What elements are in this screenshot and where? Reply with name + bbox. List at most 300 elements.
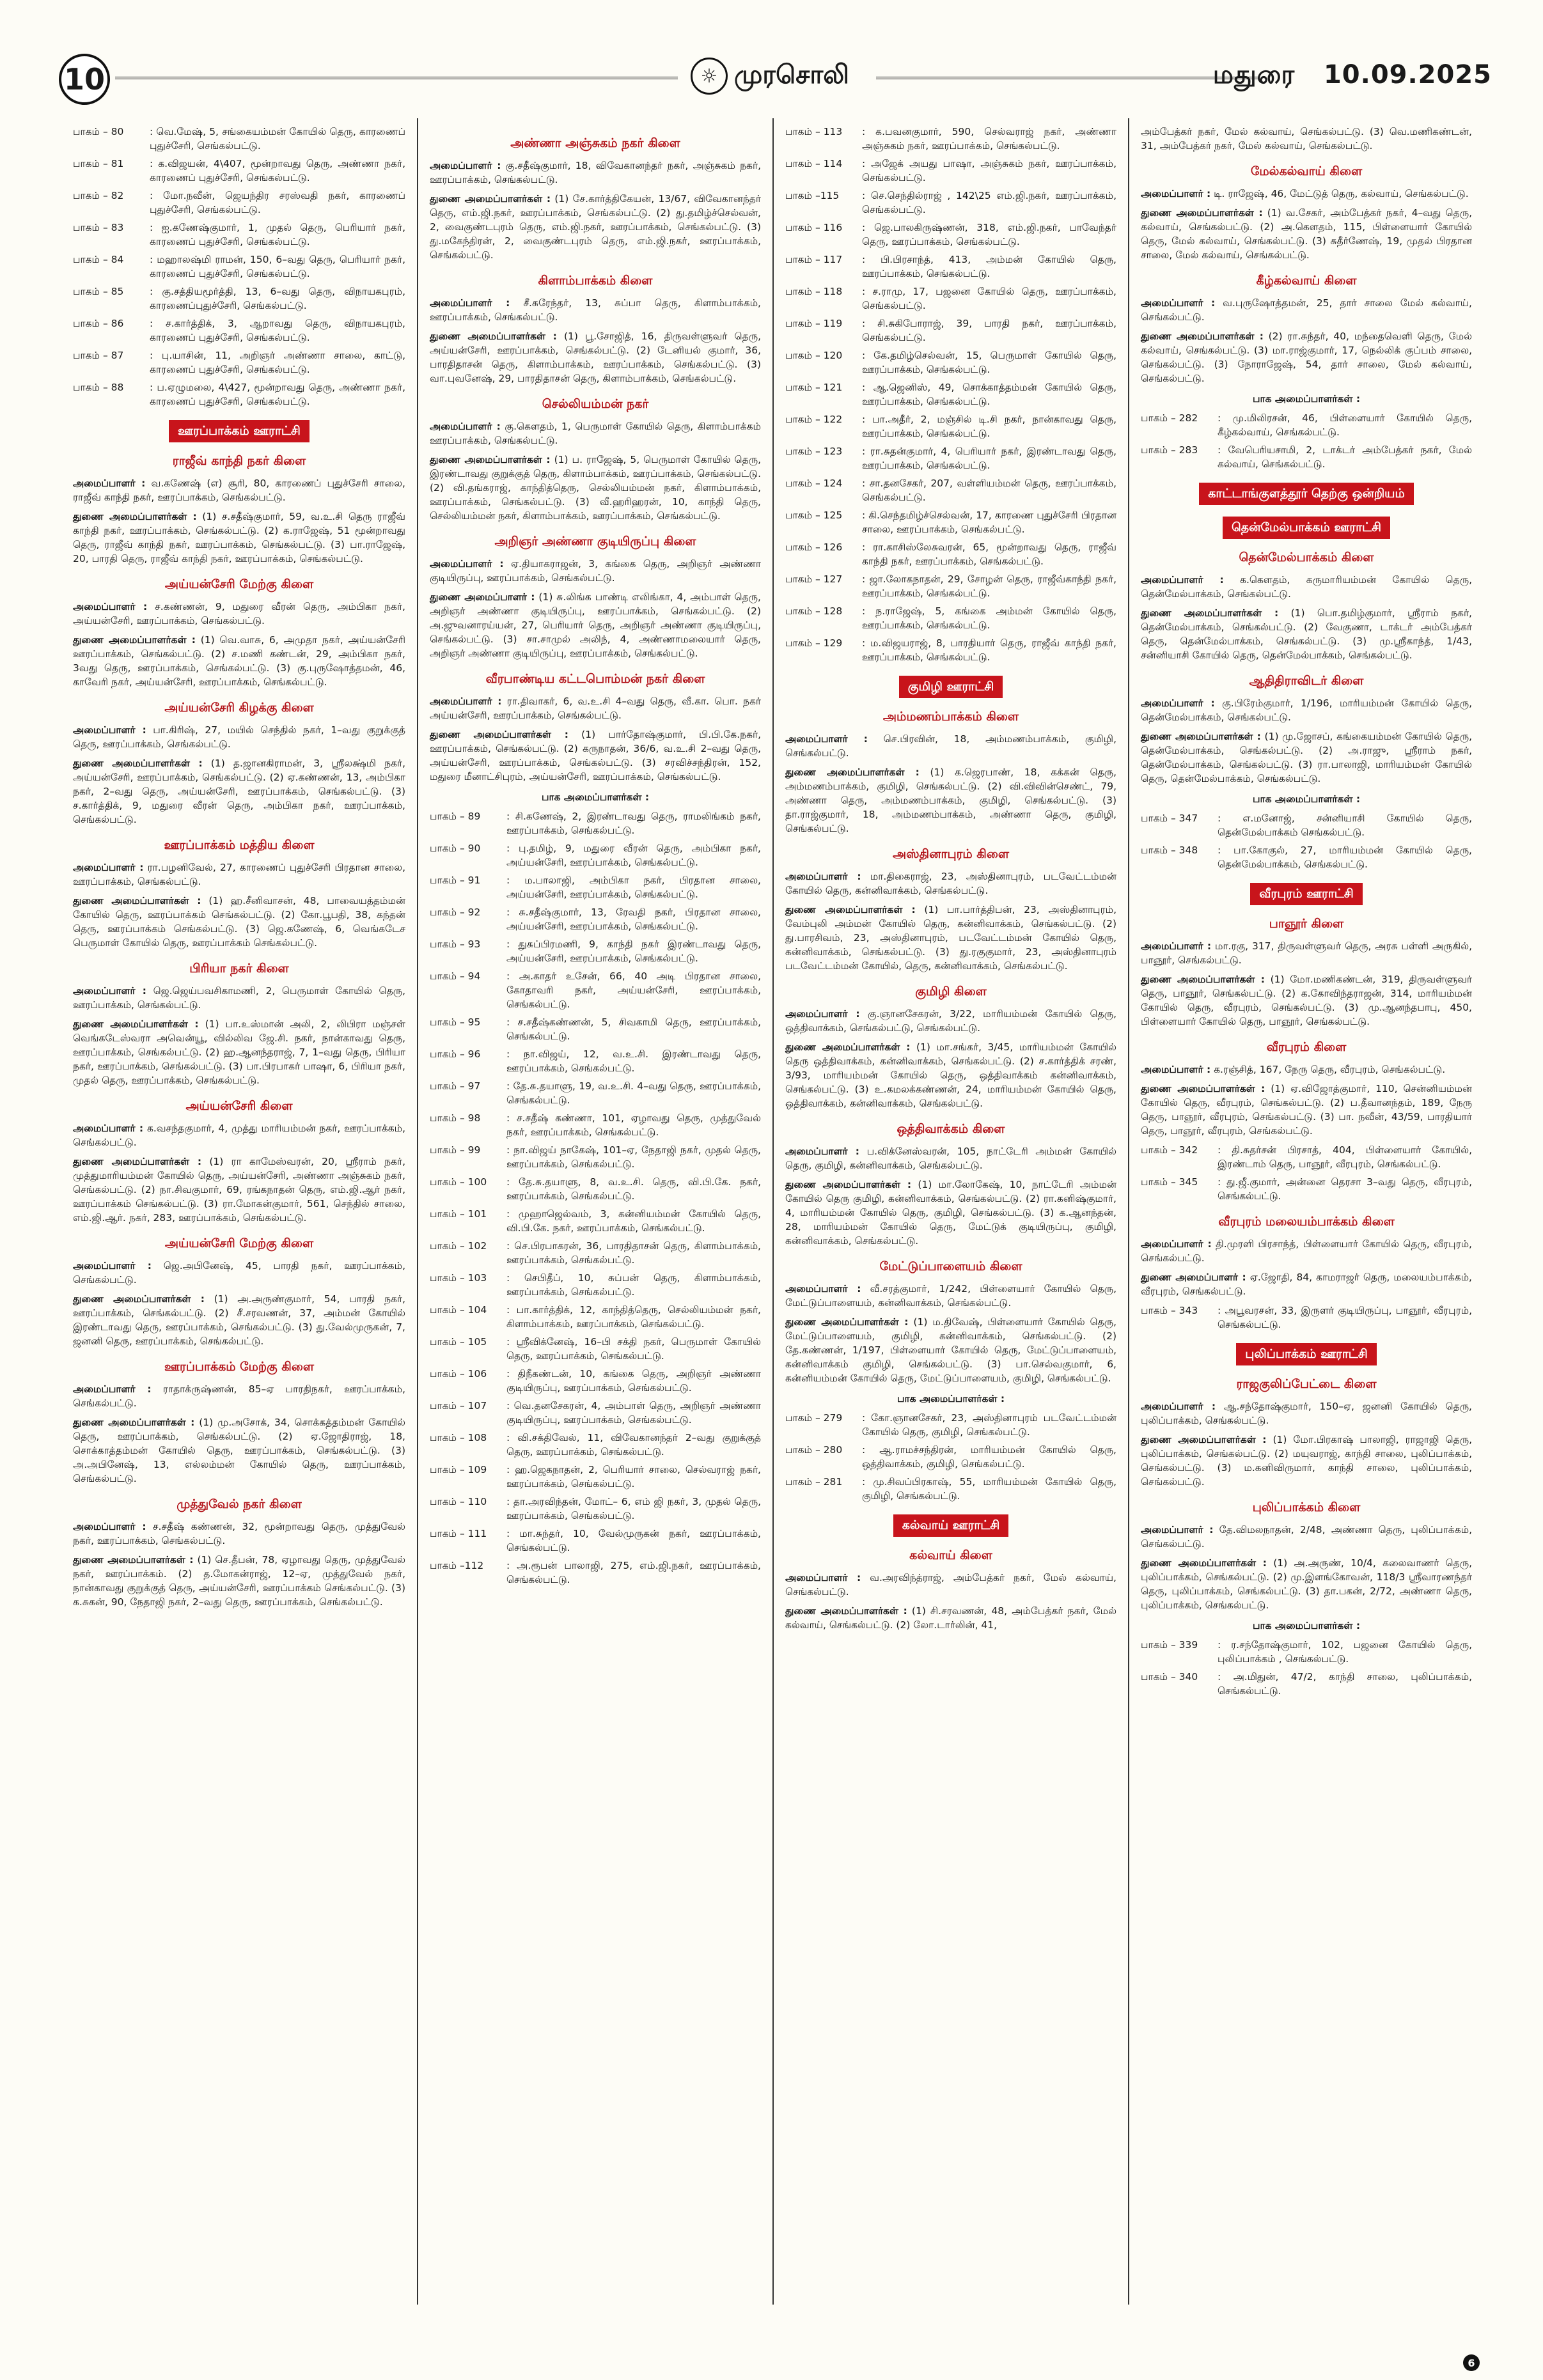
role-paragraph xyxy=(73,984,405,1012)
role-detail: (1) மு.ஜோசப், கங்கையம்மன் கோயில் தெரு, தென்மேல்பாக்கம், செங்கல்பட்டு. (2) அ.ராஜு, ஸ்ரீராம் நகர், தென்மேல்பாக்கம், செங்கல்பட்டு. (3) ரா.பாலாஜி, மாரியம்மன் கோயில் தெரு, தென்மேல்பாக்கம், செங்கல்பட்டு. xyxy=(1141,730,1473,784)
booth-detail: : ஆ.ஜெனிஸ், 49, சொக்காத்தம்மன் கோயில் தெரு, ஊரப்பாக்கம், செங்கல்பட்டு. xyxy=(862,382,1116,407)
section-banner xyxy=(73,420,405,442)
booth-label: பாகம் – 118 xyxy=(785,286,843,297)
role-label: அமைப்பாளர் : xyxy=(785,733,868,745)
booth-label: பாகம் – 343 xyxy=(1141,1304,1198,1316)
booth-entry xyxy=(73,157,405,185)
role-label: துணை அமைப்பாளர்கள் : xyxy=(73,1155,202,1167)
booth-entry xyxy=(785,636,1116,664)
section-banner xyxy=(785,676,1116,698)
booth-entry xyxy=(430,873,761,901)
booth-entry xyxy=(430,1271,761,1299)
branch-heading: அய்யன்சேரி கிளை xyxy=(185,1098,293,1113)
booth-label: பாகம் – 121 xyxy=(785,382,843,393)
booth-detail: : பி.பிரசாந்த், 413, அம்மன் கோயில் தெரு, ஊரப்பாக்கம், செங்கல்பட்டு. xyxy=(862,254,1116,279)
booth-label: பாகம் – 283 xyxy=(1141,444,1198,456)
role-detail: கு.பிரேம்குமார், 1/196, மாரியம்மன் கோயில் தெரு, தென்மேல்பாக்கம், செங்கல்பட்டு. xyxy=(1141,697,1472,723)
role-detail: க.வசந்தகுமார், 4, முத்து மாரியம்மன் நகர், ஊரப்பாக்கம், செங்கல்பட்டு. xyxy=(73,1122,406,1148)
booth-detail: : சி.கணேஷ், 2, இரண்டாவது தெரு, ராமலிங்கம் நகர், ஊரப்பாக்கம், செங்கல்பட்டு. xyxy=(506,810,761,836)
booth-label: பாகம் – 128 xyxy=(785,605,843,617)
booth-detail: : ச.சதீஷ்கண்ணன், 5, சிவகாமி தெரு, ஊரப்பாக்கம், செங்கல்பட்டு. xyxy=(506,1016,761,1042)
role-paragraph xyxy=(73,509,405,566)
section-banner-label: புலிப்பாக்கம் ஊராட்சி xyxy=(1236,1343,1377,1365)
branch-heading: ராஜகுலிப்பேட்டை கிளை xyxy=(1236,1376,1377,1391)
role-paragraph xyxy=(73,1553,405,1609)
role-paragraph xyxy=(1141,729,1472,786)
booth-label: பாகம் – 92 xyxy=(430,906,481,918)
booth-detail: : பா.கோகுல், 27, மாரியம்மன் கோயில் தெரு, தென்மேல்பாக்கம், செங்கல்பட்டு. xyxy=(1218,844,1472,870)
booth-label: பாகம் – 96 xyxy=(430,1048,481,1060)
role-detail: (1) மோ.பிரகாஷ் பாலாஜி, ராஜாஜி தெரு, புலிப்பாக்கம், செங்கல்பட்டு. (2) மயுவராஜ், காந்தி சாலை, புலிப்பாக்கம், செங்கல்பட்டு. (3) ம.கனிவிருமார், காந்தி சாலை, புலிப்பாக்கம், செங்கல்பட்டு. xyxy=(1141,1433,1472,1488)
role-detail: (1) மா.சங்கர், 3/45, மாரியம்மன் கோயில் தெரு ஒத்திவாக்கம், கன்னிவாக்கம், செங்கல்பட்டு. (2) ச.கார்த்திக் சரண், 3/93, மாரியம்மன் கோயில் தெரு, ஒத்திவாக்கம் கன்னிவாக்கம், செங்கல்பட்டு. (3) உ.கமலக்கண்ணன், 24, மாரியம்மன் கோயில் தெரு, ஒத்திவாக்கம், கன்னிவாக்கம், செங்கல்பட்டு. xyxy=(785,1041,1116,1109)
branch-heading: மேல்கல்வாய் கிளை xyxy=(1250,164,1363,178)
booth-label: பாகம் – 111 xyxy=(430,1527,487,1539)
role-label: துணை அமைப்பாளர்கள் : xyxy=(73,510,197,522)
role-label: அமைப்பாளர் : xyxy=(1141,297,1216,309)
booth-entry xyxy=(785,157,1116,185)
subheading: பாக அமைப்பாளர்கள் : xyxy=(541,791,650,803)
branch-heading: அய்யன்சேரி மேற்கு கிளை xyxy=(164,1236,314,1250)
role-paragraph xyxy=(1141,1399,1472,1427)
booth-label: பாகம் – 127 xyxy=(785,573,843,585)
role-detail: ஏ.ஜோதி, 84, காமராஜர் தெரு, மலையம்பாக்கம், வீரபுரம், செங்கல்பட்டு. xyxy=(1141,1271,1472,1297)
booth-detail: : வேபெரியசாமி, 2, டாக்டர் அம்பேத்கர் நகர், மேல் கல்வாய், செங்கல்பட்டு. xyxy=(1218,444,1472,470)
booth-entry xyxy=(785,412,1116,440)
branch-heading: புலிப்பாக்கம் கிளை xyxy=(1252,1500,1361,1514)
booth-entry xyxy=(430,905,761,933)
role-paragraph xyxy=(1141,125,1472,153)
role-paragraph xyxy=(1141,329,1472,385)
booth-label: பாகம் – 120 xyxy=(785,350,843,361)
booth-entry xyxy=(430,1559,761,1587)
role-label: துணை அமைப்பாளர்கள் : xyxy=(430,330,557,342)
role-detail: வீ.சரத்குமார், 1/242, பிள்ளையார் கோயில் தெரு, மேட்டுப்பாளையம், கன்னிவாக்கம், செங்கல்பட்டு. xyxy=(785,1282,1116,1309)
role-detail: மா.ரகு, 317, திருவள்ளுவர் தெரு, அரசு பள்ளி அருகில், பாஞூர், செங்கல்பட்டு. xyxy=(1141,940,1473,966)
booth-entry xyxy=(785,348,1116,377)
role-label: அமைப்பாளர் : xyxy=(785,1282,861,1295)
role-label: அமைப்பாளர் : xyxy=(73,477,146,489)
booth-entry xyxy=(785,572,1116,600)
booth-label: பாகம் – 345 xyxy=(1141,1176,1198,1188)
booth-entry xyxy=(430,1335,761,1363)
branch-heading: ஊரப்பாக்கம் மேற்கு கிளை xyxy=(164,1359,314,1374)
role-label: அமைப்பாளர் : xyxy=(73,861,144,873)
booth-detail: : மஹாலஷ்மி ராமன், 150, 6–வது தெரு, பெரியார் நகர், காரணைப் புதுச்சேரி, செங்கல்பட்டு. xyxy=(150,254,405,279)
role-label: துணை அமைப்பாளர்கள் : xyxy=(430,728,568,740)
role-paragraph xyxy=(73,723,405,751)
booth-detail: : அ.காதர் உசேன், 66, 40 அடி பிரதான சாலை, கோதாவரி நகர், அய்யன்சேரி, ஊரப்பாக்கம், செங்கல்பட்டு. xyxy=(506,970,761,1010)
role-label: துணை அமைப்பாளர்கள் : xyxy=(73,1018,199,1030)
role-detail: (1) மு.அசோக், 34, சொக்கத்தம்மன் கோயில் தெரு, ஊரப்பாக்கம், செங்கல்பட்டு. (2) ஏ.ஜோதிராஜ், 18, சொக்காத்தம்மன் கோயில் தெரு, ஊரப்பாக்கம், செங்கல்பட்டு. (3) அ.அபினேஷ், 13, எல்லம்மன் கோயில் தெரு, ஊரப்பாக்கம், செங்கல்பட்டு. xyxy=(73,1416,405,1484)
role-paragraph xyxy=(73,1292,405,1348)
role-label: அமைப்பாளர் : xyxy=(430,695,502,707)
role-paragraph xyxy=(1141,972,1472,1029)
booth-detail: : திநீகண்டன், 10, கங்கை தெரு, அறிஞர் அண்ணா குடியிருப்பு, ஊரப்பாக்கம், செங்கல்பட்டு. xyxy=(506,1367,761,1394)
role-label: துணை அமைப்பாளர் : xyxy=(430,591,535,603)
booth-entry xyxy=(785,189,1116,217)
branch-heading: மேட்டுப்பாளையம் கிளை xyxy=(879,1259,1022,1273)
booth-label: பாகம் – 94 xyxy=(430,970,481,982)
booth-label: பாகம் – 103 xyxy=(430,1272,487,1284)
booth-entry xyxy=(430,1367,761,1395)
booth-entry xyxy=(785,221,1116,249)
branch-heading: தென்மேல்பாக்கம் கிளை xyxy=(1239,550,1374,564)
role-label: துணை அமைப்பாளர்கள் : xyxy=(1141,973,1265,985)
booth-entry xyxy=(785,444,1116,472)
role-paragraph xyxy=(73,1382,405,1410)
booth-detail: : அ.ரூபன் பாலாஜி, 275, எம்.ஜி.நகர், ஊரப்பாக்கம், செங்கல்பட்டு. xyxy=(506,1559,761,1585)
role-detail: தி.முரளி பிரசாந்த், பிள்ளையார் கோயில் தெரு, வீரபுரம், செங்கல்பட்டு. xyxy=(1141,1238,1472,1264)
role-paragraph xyxy=(785,1178,1116,1248)
role-detail: செ.பிரவின், 18, அம்மணம்பாக்கம், குமிழி, செங்கல்பட்டு. xyxy=(785,733,1116,759)
role-label: அமைப்பாளர் : xyxy=(73,1383,152,1395)
booth-entry xyxy=(73,380,405,408)
role-label: அமைப்பாளர் : xyxy=(785,1571,861,1583)
branch-heading: வீரபாண்டிய கட்டபொம்மன் நகர் கிளை xyxy=(485,671,705,686)
booth-label: பாகம் – 114 xyxy=(785,158,843,169)
role-detail: (1) ச.சதீஷ்குமார், 59, வ.உ.சி தெரு ராஜீவ் காந்தி நகர், ஊரப்பாக்கம், செங்கல்பட்டு. (2) க.ராஜேஷ், 51 மூன்றாவது தெரு, ராஜீவ் காந்தி நகர், ஊரப்பாக்கம், செங்கல்பட்டு. (3) பா.ராஜேஷ், 20, பாரதி தெரு, ராஜீவ் காந்தி நகர், ஊரப்பாக்கம், செங்கல்பட்டு. xyxy=(73,510,406,564)
role-label: துணை அமைப்பாளர் : xyxy=(1141,1271,1246,1283)
role-detail: (1) செ.தீபன், 78, ஏழாவது தெரு, முத்துவேல் நகர், ஊரப்பாக்கம். (2) த.மோகன்ராஜ், 12–ஏ, முத்துவேல் நகர், நான்காவது குறுக்குத் தெரு, அய்யன்சேரி, ஊரப்பாக்கம் செங்கல்பட்டு. (3) க.சுகன், 90, நேதாஜி நகர், 2–வது தெரு, ஊரப்பாக்கம், செங்கல்பட்டு. xyxy=(73,1553,405,1608)
booth-label: பாகம் – 117 xyxy=(785,254,843,265)
article-columns xyxy=(61,118,1484,2305)
booth-detail: : சா.தனசேகர், 207, வள்ளியம்மன் தெரு, ஊரப்பாக்கம், செங்கல்பட்டு. xyxy=(862,478,1116,503)
booth-label: பாகம் – 348 xyxy=(1141,844,1198,856)
booth-detail: : ஹ.ஜெகநாதன், 2, பெரியார் சாலை, செல்வராஜ் நகர், ஊரப்பாக்கம், செங்கல்பட்டு. xyxy=(506,1463,761,1489)
role-label: அமைப்பாளர் : xyxy=(1141,1063,1211,1075)
booth-entry xyxy=(73,253,405,281)
role-label: துணை அமைப்பாளர்கள் : xyxy=(73,1416,195,1428)
booth-label: பாகம் – 347 xyxy=(1141,812,1198,824)
section-banner xyxy=(1141,483,1472,505)
booth-detail: : கே.தமிழ்செல்வன், 15, பெருமாள் கோயில் தெரு, ஊரப்பாக்கம், செங்கல்பட்டு. xyxy=(862,350,1116,375)
branch-heading: ராஜீவ் காந்தி நகர் கிளை xyxy=(172,453,306,468)
role-label: அமைப்பாளர் : xyxy=(1141,187,1211,199)
role-detail: மா.திகைராஜ், 23, அஸ்தினாபுரம், படவேட்டம்மன் கோயில் தெரு, கன்னிவாக்கம், செங்கல்பட்டு. xyxy=(785,870,1116,896)
booth-detail: : சு.சதீஷ்குமார், 13, ரேவதி நகர், பிரதான சாலை, அய்யன்சேரி, ஊரப்பாக்கம், செங்கல்பட்டு. xyxy=(506,906,761,932)
booth-label: பாகம் – 122 xyxy=(785,414,843,425)
booth-detail: : ஆ.ராமச்சந்திரன், மாரியம்மன் கோயில் தெரு, ஒத்திவாக்கம், குமிழி, செங்கல்பட்டு. xyxy=(862,1443,1116,1470)
booth-entry xyxy=(430,1463,761,1491)
role-label: துணை அமைப்பாளர்கள் : xyxy=(785,903,916,915)
branch-heading: ஊரப்பாக்கம் மத்திய கிளை xyxy=(164,837,315,852)
booth-entry xyxy=(73,221,405,249)
role-label: துணை அமைப்பாளர்கள் : xyxy=(1141,206,1263,219)
role-label: துணை அமைப்பாளர்கள் : xyxy=(785,1041,911,1053)
booth-label: பாகம் – 342 xyxy=(1141,1144,1198,1156)
role-label: துணை அமைப்பாளர்கள் : xyxy=(785,766,920,778)
booth-entry xyxy=(430,809,761,837)
role-paragraph xyxy=(1141,1523,1472,1551)
booth-entry xyxy=(430,1079,761,1107)
branch-heading: அம்மணம்பாக்கம் கிளை xyxy=(882,709,1019,724)
masthead-title: முரசொலி xyxy=(734,59,849,89)
role-detail: (1) பா.பார்த்திபன், 23, அஸ்தினாபுரம், வேம்புலி அம்மன் கோயில் தெரு, கன்னிவாக்கம், செங்கல்பட்டு. (2) து.பாரசிவம், 23, அஸ்தினாபுரம், படவேட்டம்மன் கோயில் தெரு, கன்னிவாக்கம், செங்கல்பட்டு. (3) து.ரகுகுமார், 23, அஸ்தினாபுரம் படவேட்டம்மன் கோயில், தெரு, கன்னிவாக்கம், செங்கல்பட்டு. xyxy=(785,903,1116,972)
role-paragraph xyxy=(785,1007,1116,1035)
role-paragraph xyxy=(785,765,1116,836)
role-paragraph xyxy=(430,296,761,324)
booth-entry xyxy=(1141,1303,1472,1332)
role-detail: (1) த.ஜானகிராமன், 3, ஸ்ரீலக்ஷ்மி நகர், அய்யன்சேரி, ஊரப்பாக்கம், செங்கல்பட்டு. (2) ஏ.கண்ணன், 13, அம்பிகா நகர், 2–வது தெரு, அய்யன்சேரி, ஊரப்பாக்கம், செங்கல்பட்டு. (3) ச.கார்த்திக், 9, மதுரை வீரன் தெரு, அம்பிகா நகர், ஊரப்பாக்கம், செங்கல்பட்டு. xyxy=(73,757,406,825)
role-label: அமைப்பாளர் : xyxy=(73,1122,144,1134)
role-detail: (2) ரா.சுந்தர், 40, மந்தைவெளி தெரு, மேல் கல்வாய், செங்கல்பட்டு. (3) மா.ராஜ்குமார், 17, நெல்லிக் குப்பம் சாலை, செங்கல்பட்டு. (3) நோராஜேஷ், 54, தார் சாலை, மேல் கல்வாய், செங்கல்பட்டு. xyxy=(1141,330,1473,384)
role-detail: ரா.பழனிவேல், 27, காரணைப் புதுச்சேரி பிரதான சாலை, ஊரப்பாக்கம், செங்கல்பட்டு. xyxy=(73,861,406,887)
section-banner-label: வீரபுரம் ஊராட்சி xyxy=(1250,883,1363,905)
booth-detail: : ரா.காசிஸ்லேசுவரன், 65, மூன்றாவது தெரு, ராஜீவ் காந்தி நகர், ஊரப்பாக்கம், செங்கல்பட்டு. xyxy=(862,541,1116,567)
booth-entry xyxy=(1141,1638,1472,1666)
edition-city: மதுரை xyxy=(1212,60,1296,89)
booth-detail: : அ.மிதுன், 47/2, காந்தி சாலை, புலிப்பாக்கம், செங்கல்பட்டு. xyxy=(1218,1670,1472,1697)
branch-heading: பிரியா நகர் கிளை xyxy=(189,961,289,976)
booth-entry xyxy=(1141,1143,1472,1171)
booth-detail: : ம.பாலாஜி, அம்பிகா நகர், பிரதான சாலை, அய்யன்சேரி, ஊரப்பாக்கம், செங்கல்பட்டு. xyxy=(506,874,761,900)
booth-label: பாகம் – 124 xyxy=(785,478,843,489)
role-detail: தே.விமலநாதன், 2/48, அண்ணா தெரு, புலிப்பாக்கம், செங்கல்பட்டு. xyxy=(1141,1523,1473,1550)
booth-entry xyxy=(430,1207,761,1235)
role-detail: (1) மா.லோகேஷ், 10, நாட்டேரி அம்மன் கோயில் தெரு குமிழி, கன்னிவாக்கம், செங்கல்பட்டு. (2) ரா.கனிஷ்குமார், 4, மாரியம்மன் கோயில் தெரு, குமிழி, செங்கல்பட்டு. (3) க.ஆனந்தன், 28, மாரியம்மன் கோயில் தெரு, மேட்டுக் குடியிருப்பு, குமிழி, கன்னிவாக்கம், செங்கல்பட்டு. xyxy=(785,1178,1116,1247)
booth-label: பாகம் – 279 xyxy=(785,1412,843,1424)
booth-detail: : செ.பிரபாகரன், 36, பாரதிதாசன் தெரு, கிளாம்பாக்கம், ஊரப்பாக்கம், செங்கல்பட்டு. xyxy=(506,1240,761,1266)
branch-heading: கிளாம்பாக்கம் கிளை xyxy=(538,273,653,288)
role-label: அமைப்பாளர் : xyxy=(73,1259,152,1272)
role-paragraph xyxy=(1141,696,1472,724)
role-paragraph xyxy=(73,1520,405,1548)
role-label: துணை அமைப்பாளர்கள் : xyxy=(430,453,551,465)
column-3 xyxy=(772,118,1128,2305)
role-detail: (1) வெ.வாசு, 6, அமுதா நகர், அய்யன்சேரி ஊரப்பாக்கம், செங்கல்பட்டு. (2) ச.மணி கண்டன், 29, அம்பிகா நகர், 3வது தெரு, ஊரப்பாக்கம், செங்கல்பட்டு. (3) கு.புருஷோத்தமன், 46, காவேரி நகர், அய்யன்சேரி, ஊரப்பாக்கம், செங்கல்பட்டு. xyxy=(73,634,406,688)
booth-label: பாகம் – 281 xyxy=(785,1475,843,1488)
booth-label: பாகம் – 84 xyxy=(73,254,124,265)
role-paragraph xyxy=(1141,1062,1472,1077)
booth-label: பாகம் – 101 xyxy=(430,1208,487,1220)
booth-detail: : வெ.மேஷ், 5, சங்கையம்மன் கோயில் தெரு, காரணைப் புதுச்சேரி, செங்கல்பட்டு. xyxy=(150,126,405,152)
booth-entry xyxy=(1141,1670,1472,1698)
booth-detail: : ஐ.கணேஷ்குமார், 1, முதல் தெரு, பெரியார் நகர், காரணைப் புதுச்சேரி, செங்கல்பட்டு. xyxy=(150,222,405,247)
role-paragraph xyxy=(785,903,1116,973)
booth-detail: : தி.சுதர்சன் பிரசாத், 404, பிள்ளையார் கோயில், இரண்டாம் தெரு, பாஞூர், வீரபுரம், செங்கல்பட்டு. xyxy=(1218,1144,1472,1170)
role-label: அமைப்பாளர் : xyxy=(430,297,510,309)
booth-entry xyxy=(785,284,1116,313)
booth-entry xyxy=(785,380,1116,408)
role-paragraph xyxy=(430,192,761,262)
role-paragraph xyxy=(785,869,1116,898)
column-1 xyxy=(61,118,417,2305)
role-label: அமைப்பாளர் : xyxy=(1141,940,1212,952)
role-paragraph xyxy=(1141,939,1472,967)
role-label: துணை அமைப்பாளர்கள் : xyxy=(1141,1557,1267,1569)
branch-heading: செல்லியம்மன் நகர் xyxy=(542,396,649,411)
booth-label: பாகம் – 110 xyxy=(430,1495,487,1507)
role-detail: (1) சே.கார்த்திகேயன், 13/67, விவேகானந்தர் தெரு, எம்.ஜி.நகர், ஊரப்பாக்கம், செங்கல்பட்டு. (2) து.தமிழ்ச்செல்வன், 2, வைகுண்டபுரம் தெரு, எம்.ஜி.நகர், ஊரப்பாக்கம், செங்கல்பட்டு. (3) து.மகேந்திரன், 2, வைகுண்டபுரம் தெரு, எம்.ஜி.நகர், ஊரப்பாக்கம், செங்கல்பட்டு. xyxy=(430,192,761,261)
booth-label: பாகம் – 340 xyxy=(1141,1670,1198,1683)
role-paragraph xyxy=(73,894,405,950)
branch-heading: குமிழி கிளை xyxy=(915,984,987,999)
booth-label: பாகம் – 282 xyxy=(1141,412,1198,424)
role-detail: ப.விக்னேஸ்வரன், 105, நாட்டேரி அம்மன் கோயில் தெரு, குமிழி, கன்னிவாக்கம், செங்கல்பட்டு. xyxy=(785,1145,1117,1171)
branch-heading: ஆதிதிராவிடர் கிளை xyxy=(1249,673,1364,688)
booth-entry xyxy=(430,1047,761,1075)
booth-detail: : பு.தமிழ், 9, மதுரை வீரன் தெரு, அம்பிகா நகர், அய்யன்சேரி, ஊரப்பாக்கம், செங்கல்பட்டு. xyxy=(506,842,761,868)
booth-entry xyxy=(785,476,1116,504)
rising-sun-icon: ☼ xyxy=(691,58,728,95)
booth-detail: : ரா.சுதன்குமார், 4, பெரியார் நகர், இரண்டாவது தெரு, ஊரப்பாக்கம், செங்கல்பட்டு. xyxy=(862,446,1116,471)
role-label: துணை அமைப்பாளர்கள் : xyxy=(1141,330,1264,342)
booth-entry xyxy=(1141,843,1472,871)
role-label: துணை அமைப்பாளர்கள் : xyxy=(785,1605,907,1617)
booth-label: பாகம் – 81 xyxy=(73,158,124,169)
booth-detail: : ம.விஜயராஜ், 8, பாரதியார் தெரு, ராஜீவ் காந்தி நகர், ஊரப்பாக்கம், செங்கல்பட்டு. xyxy=(862,637,1116,663)
role-paragraph xyxy=(73,860,405,889)
booth-entry xyxy=(1141,811,1472,839)
section-banner xyxy=(1141,883,1472,905)
role-detail: ச.சதீஷ் கண்ணன், 32, மூன்றாவது தெரு, முத்துவேல் நகர், ஊரப்பாக்கம், செங்கல்பட்டு. xyxy=(73,1520,406,1546)
role-label: அமைப்பாளர் : xyxy=(1141,697,1215,709)
booth-entry xyxy=(430,1143,761,1171)
booth-label: பாகம் – 98 xyxy=(430,1112,481,1124)
role-paragraph xyxy=(73,1259,405,1287)
column-4 xyxy=(1128,118,1484,2305)
role-paragraph xyxy=(430,329,761,385)
booth-label: பாகம் – 107 xyxy=(430,1399,487,1412)
booth-entry xyxy=(785,316,1116,345)
role-label: அமைப்பாளர் : xyxy=(1141,1400,1216,1412)
role-paragraph xyxy=(1141,1556,1472,1612)
booth-detail: : செ.செந்தில்ராஜ் , 142\25 எம்.ஜி.நகர், ஊரப்பாக்கம், செங்கல்பட்டு. xyxy=(862,190,1116,215)
booth-label: பாகம் – 126 xyxy=(785,541,843,553)
booth-detail: : மு.மிலிரசன், 46, பிள்ளையார் கோயில் தெரு, கீழ்கல்வாய், செங்கல்பட்டு. xyxy=(1218,412,1472,438)
booth-detail: : தே.சு.தயாளு, 8, வ.உ.சி. தெரு, வி.பி.கே. நகர், ஊரப்பாக்கம், செங்கல்பட்டு. xyxy=(506,1176,761,1202)
role-paragraph xyxy=(430,694,761,722)
role-label: அமைப்பாளர் : xyxy=(73,600,148,612)
branch-heading: அய்யன்சேரி கிழக்கு கிளை xyxy=(164,700,314,715)
booth-entry xyxy=(430,937,761,965)
role-label: அமைப்பாளர் : xyxy=(785,1145,859,1157)
role-label: துணை அமைப்பாளர்கள் : xyxy=(73,1553,194,1566)
section-banner xyxy=(1141,1343,1472,1365)
role-label: அமைப்பாளர் : xyxy=(1141,573,1224,586)
role-label: அமைப்பாளர் : xyxy=(73,724,146,736)
role-label: அமைப்பாளர் : xyxy=(430,420,501,432)
branch-heading: வீரபுரம் மலையம்பாக்கம் கிளை xyxy=(1218,1214,1395,1229)
role-paragraph xyxy=(73,600,405,628)
branch-heading: அண்ணா அஞ்சுகம் நகர் கிளை xyxy=(510,136,680,150)
booth-entry xyxy=(430,1495,761,1523)
role-paragraph xyxy=(1141,573,1472,601)
booth-label: பாகம் – 95 xyxy=(430,1016,481,1028)
booth-label: பாகம் – 108 xyxy=(430,1431,487,1443)
role-label: அமைப்பாளர் : xyxy=(1141,1238,1212,1250)
role-detail: ஏ.தியாகராஜன், 3, கங்கை தெரு, அறிஞர் அண்ணா குடியிருப்பு, ஊரப்பாக்கம், செங்கல்பட்டு. xyxy=(430,557,761,584)
role-paragraph xyxy=(785,1315,1116,1385)
role-detail: டி. ராஜேஷ், 46, மேட்டுத் தெரு, கல்வாய், செங்கல்பட்டு. xyxy=(1210,187,1469,199)
booth-entry xyxy=(785,253,1116,281)
subheading: பாக அமைப்பாளர்கள் : xyxy=(1252,1619,1361,1631)
booth-detail: : நா.விஜய் நாகேஷ், 101–ஏ, நேதாஜி நகர், முதல் தெரு, ஊரப்பாக்கம், செங்கல்பட்டு. xyxy=(506,1144,761,1170)
role-detail: (1) பார்தோஷ்குமார், பி.பி.கே.நகர், ஊரப்பாக்கம், செங்கல்பட்டு. (2) கருநாதன், 36/6, வ.உ.சி 2–வது தெரு, அய்யன்சேரி, ஊரப்பாக்கம், செங்கல்பட்டு. (3) சரவிச்சந்திரன், 152, மதுரை மீனாட்சிபுரம், அய்யன்சேரி, ஊரப்பாக்கம், செங்கல்பட்டு. xyxy=(430,728,762,782)
role-label: அமைப்பாளர் : xyxy=(73,984,146,997)
role-detail: வ.புருஷோத்தமன், 25, தார் சாலை மேல் கல்வாய், செங்கல்பட்டு. xyxy=(1141,297,1472,323)
role-label: துணை அமைப்பாளர்கள் : xyxy=(785,1178,912,1190)
branch-heading: பாஞூர் கிளை xyxy=(1269,916,1344,931)
booth-detail: : சி.சுகிபோராஜ், 39, பாரதி நகர், ஊரப்பாக்கம், செங்கல்பட்டு. xyxy=(862,318,1116,343)
booth-detail: : பா.அதீர், 2, மஞ்சில் டி.சி நகர், நான்காவது தெரு, ஊரப்பாக்கம், செங்கல்பட்டு. xyxy=(862,414,1116,439)
booth-detail: : பு.யாசின், 11, அறிஞர் அண்ணா சாலை, காட்டு, காரணைப் புதுச்சேரி, செங்கல்பட்டு. xyxy=(150,350,405,375)
booth-entry xyxy=(430,1399,761,1427)
role-paragraph xyxy=(785,1604,1116,1632)
role-paragraph xyxy=(1141,206,1472,262)
booth-label: பாகம் – 86 xyxy=(73,318,124,329)
booth-detail: : நா.விஜய், 12, வ.உ.சி. இரண்டாவது தெரு, ஊரப்பாக்கம், செங்கல்பட்டு. xyxy=(506,1048,761,1074)
booth-label: பாகம் – 280 xyxy=(785,1443,843,1456)
role-detail: (1) மோ.மணிகண்டன், 319, திருவள்ளுவர் தெரு, பாஞூர், செங்கல்பட்டு. (2) க.கோவிந்தராஜன், 314, மாரியம்மன் கோயில் தெரு, வீரபுரம், செங்கல்பட்டு. (3) மு.ஆனந்தபாபு, 450, பிள்ளையார் கோயில் தெரு, பாஞூர், செங்கல்பட்டு. xyxy=(1141,973,1473,1027)
role-detail: (1) ரா காமேஸ்வரன், 20, ஸ்ரீராம் நகர், முத்துமாரியம்மன் கோயில் தெரு, அய்யன்சேரி, அண்ணா அஞ்சுகம் நகர், செங்கல்பட்டு. (2) நா.சிவகுமார், 69, ரங்கநாதன் தெரு, எம்.ஜி.ஆர் நகர், ஊரப்பாக்கம் செங்கல்பட்டு. (3) ரா.மோகன்குமார், 561, செந்தில் சாலை, எம்.ஜி.ஆர். நகர், 283, ஊரப்பாக்கம், செங்கல்பட்டு. xyxy=(73,1155,405,1224)
booth-label: பாகம் – 93 xyxy=(430,938,481,950)
role-label: அமைப்பாளர் : xyxy=(430,557,504,570)
branch-heading: ஒத்திவாக்கம் கிளை xyxy=(897,1121,1005,1136)
role-detail: (1) ப. ராஜேஷ், 5, பெருமாள் கோயில் தெரு, இரண்டாவது குறுக்குத் தெரு, கிளாம்பாக்கம், ஊரப்பாக்கம், செங்கல்பட்டு. (2) வி.தங்கராஜ், காந்தித்தெரு, செல்லியம்மன் நகர், கிளாம்பாக்கம், ஊரப்பாக்கம், செங்கல்பட்டு. (3) வீ.ஹரிஹரன், 10, காந்தி தெரு, செல்லியம்மன் நகர், கிளாம்பாக்கம், ஊரப்பாக்கம், செங்கல்பட்டு. xyxy=(430,453,761,522)
role-label: துணை அமைப்பாளர்கள் : xyxy=(785,1316,909,1328)
booth-entry xyxy=(1141,443,1472,471)
booth-label: பாகம் – 85 xyxy=(73,286,124,297)
role-detail: ரா.திவாகர், 6, வ.உ.சி 4–வது தெரு, வீ.கா. பொ. நகர் அய்யன்சேரி, ஊரப்பாக்கம், செங்கல்பட்டு. xyxy=(430,695,761,721)
role-label: துணை அமைப்பாளர்கள் : xyxy=(73,894,201,906)
booth-label: பாகம் – 97 xyxy=(430,1080,481,1092)
role-detail: வ.கணேஷ் (எ) சூரி, 80, காரணைப் புதுச்சேரி சாலை, ராஜீவ் காந்தி நகர், ஊரப்பாக்கம், செங்கல்பட்டு. xyxy=(73,477,405,503)
booth-label: பாகம் –115 xyxy=(785,190,840,201)
booth-detail: : க.விஜயன், 4\407, மூன்றாவது தெரு, அண்ணா நகர், காரணைப் புதுச்சேரி, செங்கல்பட்டு. xyxy=(150,158,405,183)
booth-detail: : மு.சிவப்பிரகாஷ், 55, மாரியம்மன் கோயில் தெரு, குமிழி, செங்கல்பட்டு. xyxy=(862,1475,1116,1502)
booth-entry xyxy=(1141,411,1472,439)
booth-entry xyxy=(785,604,1116,632)
booth-label: பாகம் – 339 xyxy=(1141,1638,1198,1651)
section-banner-label: கல்வாய் ஊராட்சி xyxy=(893,1514,1009,1537)
role-paragraph xyxy=(785,1282,1116,1310)
role-detail: வ.அரவிந்த்ராஜ், அம்பேத்கர் நகர், மேல் கல்வாய், செங்கல்பட்டு. xyxy=(785,1571,1116,1598)
booth-detail: : ஜா.லோகநாதன், 29, சோழன் தெரு, ராஜீவ்காந்தி நகர், ஊரப்பாக்கம், செங்கல்பட்டு. xyxy=(862,573,1116,599)
booth-label: பாகம் – 83 xyxy=(73,222,124,233)
booth-label: பாகம் – 99 xyxy=(430,1144,481,1156)
branch-heading: முத்துவேல் நகர் கிளை xyxy=(176,1497,302,1511)
role-paragraph xyxy=(73,1155,405,1225)
role-paragraph xyxy=(1141,1270,1472,1298)
booth-entry xyxy=(73,348,405,377)
booth-detail: : கி.செந்தமிழ்ச்செல்வன், 17, காரணை புதுச்சேரி பிரதான சாலை, ஊரப்பாக்கம், செங்கல்பட்டு. xyxy=(862,509,1116,535)
subheading: பாக அமைப்பாளர்கள் : xyxy=(1252,793,1361,805)
role-label: துணை அமைப்பாளர்கள் : xyxy=(73,634,196,646)
role-detail: ச.கண்ணன், 9, மதுரை வீரன் தெரு, அம்பிகா நகர், அய்யன்சேரி, ஊரப்பாக்கம், செங்கல்பட்டு. xyxy=(73,600,405,626)
booth-entry xyxy=(430,1303,761,1331)
booth-detail: : ச.சதீஷ் கண்ணா, 101, ஏழாவது தெரு, முத்துவேல் நகர், ஊரப்பாக்கம், செங்கல்பட்டு. xyxy=(506,1112,761,1138)
role-detail: (1) பா.உஸ்மான் அலி, 2, லிபிரா மஞ்சள் வெங்கடேஸ்வரா அவென்யூ, வில்லிவ ஜே.சி. நகர், நான்காவது தெரு, ஊரப்பாக்கம், செங்கல்பட்டு. (2) ஹ.ஆனந்தராஜ், 7, 1–வது தெரு, பிரியா நகர், ஊரப்பாக்கம், செங்கல்பட்டு. (3) பா.பிரபாகர் பாஷா, 6, பிரியா நகர், முதல் தெரு, ஊரப்பாக்கம், செங்கல்பட்டு. xyxy=(73,1018,405,1086)
booth-detail: : முஹாஜெல்வம், 3, கன்னியம்மன் கோயில் தெரு, வி.பி.கே. நகர், ஊரப்பாக்கம், செங்கல்பட்டு. xyxy=(506,1208,761,1234)
booth-detail: : அபூவரசன், 33, இருளர் குடியிருப்பு, பாஞூர், வீரபுரம், செங்கல்பட்டு. xyxy=(1218,1304,1472,1330)
booth-detail: : அஜேக் அயது பாஷா, அஞ்சுகம் நகர், ஊரப்பாக்கம், செங்கல்பட்டு. xyxy=(862,158,1116,183)
booth-entry xyxy=(430,1111,761,1139)
role-detail: க.ரஞ்சித், 167, நேரு தெரு, வீரபுரம், செங்கல்பட்டு. xyxy=(1210,1063,1446,1075)
role-paragraph xyxy=(430,727,761,784)
role-paragraph xyxy=(430,453,761,523)
branch-heading: அய்யன்சேரி மேற்கு கிளை xyxy=(164,577,314,591)
booth-entry xyxy=(73,316,405,345)
role-label: துணை அமைப்பாளர்கள் : xyxy=(1141,1433,1267,1445)
role-paragraph xyxy=(1141,1433,1472,1489)
role-detail: (1) ம.திவேஷ், பிள்ளையார் கோயில் தெரு, மேட்டுப்பாளையம், குமிழி, கன்னிவாக்கம், செங்கல்பட்டு. (2) தே.கண்ணன், 1/197, பிள்ளையார் கோயில் தெரு, மேட்டுப்பாளையம், கன்னிவாக்கம் குமிழி, செங்கல்பட்டு. (3) பா.செல்வகுமார், 6, கன்னியம்மன் கோயில் தெரு, மேட்டுப்பாளையம், குமிழி, செங்கல்பட்டு. xyxy=(785,1316,1117,1384)
booth-label: பாகம் – 129 xyxy=(785,637,843,649)
booth-label: பாகம் – 87 xyxy=(73,350,124,361)
header-rule-right xyxy=(876,77,1260,79)
role-label: அமைப்பாளர் : xyxy=(430,159,501,171)
booth-label: பாகம் – 123 xyxy=(785,446,843,457)
